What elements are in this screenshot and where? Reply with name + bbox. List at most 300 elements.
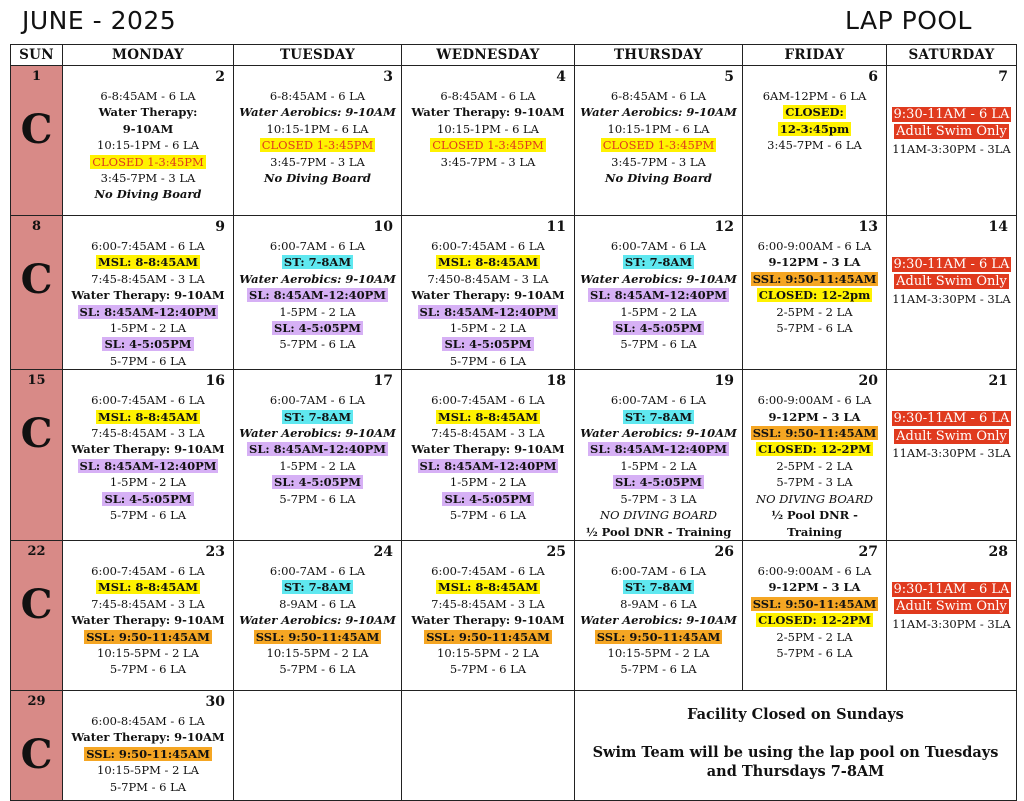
day-cell — [234, 66, 402, 216]
empty-cell — [234, 690, 402, 800]
schedule-entry — [402, 507, 574, 523]
weekday-header-monday: MONDAY — [63, 45, 234, 66]
schedule-entry-text: SL: 8:45AM-12:40PM — [79, 304, 217, 319]
day-cell — [887, 540, 1017, 690]
schedule-list — [63, 238, 233, 369]
schedule-entry — [575, 336, 742, 352]
schedule-entry — [575, 304, 742, 320]
schedule-entry — [63, 104, 233, 120]
schedule-entry — [234, 474, 401, 490]
schedule-entry-text: 5-7PM - 6 LA — [109, 353, 187, 368]
day-number: 20 — [858, 373, 878, 390]
day-number: 8 — [31, 219, 42, 234]
schedule-entry-text: 5-7PM - 6 LA — [279, 491, 356, 506]
schedule-entry-text: SL: 8:45AM-12:40PM — [249, 288, 386, 303]
day-cell — [63, 690, 234, 800]
schedule-entry — [575, 491, 742, 507]
schedule-entry — [743, 320, 886, 336]
day-cell — [234, 540, 402, 690]
schedule-list — [575, 392, 742, 540]
schedule-entry-text: 10:15-5PM - 2 LA — [97, 645, 199, 660]
schedule-entry-text: 6:00-7:45AM - 6 LA — [431, 563, 545, 578]
schedule-entry-text: 6:00-7:45AM - 6 LA — [91, 563, 205, 578]
schedule-entry-text: 6:00-7AM - 6 LA — [610, 239, 707, 253]
schedule-entry — [63, 254, 233, 270]
schedule-entry — [63, 596, 233, 612]
schedule-entry — [887, 256, 1016, 273]
schedule-entry-text: Water Therapy: 9-10AM — [71, 288, 225, 303]
day-number: 15 — [27, 373, 46, 389]
schedule-entry-text: SSL: 9:50-11:45AM — [86, 746, 210, 761]
schedule-entry-text: 6-8:45AM - 6 LA — [269, 89, 366, 103]
schedule-entry — [887, 428, 1016, 445]
schedule-entry — [402, 612, 574, 628]
schedule-entry — [575, 392, 742, 408]
day-number: 30 — [205, 693, 225, 710]
schedule-entry-text: NO DIVING BOARD — [600, 508, 717, 523]
schedule-entry-text: Water Therapy: 9-10AM — [71, 442, 225, 457]
schedule-entry-text: SL: 8:45AM-12:40PM — [249, 442, 386, 457]
day-cell — [575, 540, 743, 690]
schedule-entry-text: Water Therapy: 9-10AM — [411, 288, 565, 303]
schedule-entry-text: 6:00-7:45AM - 6 LA — [91, 393, 205, 408]
schedule-entry-text: SSL: 9:50-11:45AM — [752, 271, 877, 286]
day-cell — [887, 216, 1017, 370]
schedule-list — [234, 392, 401, 507]
schedule-entry-text: 5-7PM - 6 LA — [449, 508, 527, 523]
schedule-entry-text: 10:15-1PM - 6 LA — [437, 121, 539, 136]
weekday-header-friday: FRIDAY — [743, 45, 887, 66]
empty-cell — [402, 690, 575, 800]
sunday-cell — [11, 540, 63, 690]
schedule-entry-text: MSL: 8-8:45AM — [97, 255, 199, 270]
schedule-entry-text: CLOSED: — [785, 105, 844, 120]
schedule-entry — [887, 445, 1016, 461]
day-cell — [743, 540, 887, 690]
schedule-entry — [63, 121, 233, 137]
schedule-list — [887, 581, 1016, 632]
day-cell — [743, 66, 887, 216]
schedule-entry — [402, 304, 574, 320]
schedule-entry — [63, 507, 233, 523]
schedule-entry-text: 10:15-5PM - 2 LA — [607, 645, 710, 660]
schedule-entry — [575, 104, 742, 120]
schedule-entry — [234, 458, 401, 474]
day-number: 28 — [988, 543, 1008, 560]
schedule-entry-text: ST: 7-8AM — [283, 255, 352, 270]
schedule-entry — [63, 186, 233, 202]
schedule-entry — [743, 392, 886, 408]
schedule-entry-text: 6:00-9:00AM - 6 LA — [757, 563, 872, 578]
day-number: 1 — [31, 69, 42, 84]
schedule-entry-text: 1-5PM - 2 LA — [449, 321, 527, 336]
schedule-entry-text: SL: 4-5:05PM — [444, 491, 532, 506]
schedule-entry — [402, 425, 574, 441]
schedule-entry-text: Water Aerobics: 9-10AM — [239, 105, 396, 120]
schedule-entry — [402, 596, 574, 612]
week-row — [11, 690, 1017, 800]
week-row — [11, 540, 1017, 690]
schedule-entry-text: SL: 8:45AM-12:40PM — [590, 288, 727, 303]
schedule-entry — [402, 121, 574, 137]
schedule-entry-text: Water Aerobics: 9-10AM — [580, 426, 737, 441]
schedule-entry-text: SL: 8:45AM-12:40PM — [590, 442, 727, 457]
schedule-entry-text: 6:00-7AM - 6 LA — [269, 239, 366, 253]
schedule-entry-text: SL: 4-5:05PM — [273, 321, 362, 336]
schedule-entry-text: SL: 8:45AM-12:40PM — [419, 458, 557, 473]
schedule-entry — [575, 121, 742, 137]
schedule-entry-text: 10:15-1PM - 6 LA — [266, 121, 369, 136]
schedule-entry-text: 3:45-7PM - 3 LA — [440, 154, 536, 169]
schedule-entry — [743, 425, 886, 441]
schedule-entry-text: Adult Swim Only — [896, 428, 1007, 444]
schedule-entry — [234, 491, 401, 507]
schedule-entry — [575, 271, 742, 287]
schedule-entry — [63, 729, 233, 745]
schedule-list — [234, 88, 401, 186]
schedule-entry-text: 1-5PM - 2 LA — [279, 304, 356, 319]
day-number: 17 — [373, 373, 393, 390]
schedule-entry-text: 5-7PM - 6 LA — [449, 662, 527, 677]
schedule-entry-text: 5-7PM - 6 LA — [776, 321, 853, 336]
schedule-entry — [575, 254, 742, 270]
schedule-entry-text: 11AM-3:30PM - 3LA — [892, 616, 1011, 631]
schedule-entry — [63, 320, 233, 336]
schedule-entry-text: 8-9AM - 6 LA — [620, 596, 697, 611]
schedule-entry — [234, 612, 401, 628]
schedule-entry — [234, 271, 401, 287]
schedule-entry-text: 5-7PM - 6 LA — [449, 353, 527, 368]
facility-notes — [575, 691, 1016, 781]
schedule-entry-text: Water Aerobics: 9-10AM — [239, 271, 396, 286]
schedule-calendar — [10, 44, 1017, 801]
schedule-entry — [743, 304, 886, 320]
schedule-entry — [402, 88, 574, 104]
schedule-entry-text: 7:450-8:45AM - 3 LA — [427, 271, 549, 286]
pool-name-title: LAP POOL — [845, 6, 972, 35]
schedule-entry-text: 6:00-7:45AM - 6 LA — [431, 239, 545, 253]
day-cell — [63, 370, 234, 541]
day-number: 26 — [714, 543, 734, 560]
day-number: 14 — [988, 219, 1008, 235]
weekday-header-saturday: SATURDAY — [887, 45, 1017, 66]
schedule-entry — [887, 106, 1016, 123]
notes-cell — [575, 690, 1017, 800]
schedule-entry — [234, 320, 401, 336]
schedule-entry-text: 10:15-5PM - 2 LA — [437, 645, 539, 660]
schedule-entry — [402, 271, 574, 287]
schedule-entry — [402, 238, 574, 254]
schedule-entry-text: 5-7PM - 3 LA — [776, 475, 853, 490]
schedule-entry-text: 6:00-9:00AM - 6 LA — [757, 393, 872, 408]
schedule-entry — [575, 645, 742, 661]
day-number: 6 — [868, 69, 878, 85]
schedule-entry-text: 9:30-11AM - 6 LA — [893, 257, 1010, 272]
schedule-entry-text: MSL: 8-8:45AM — [97, 409, 199, 424]
closed-marker: C — [20, 256, 53, 303]
schedule-entry-text: SL: 8:45AM-12:40PM — [79, 458, 217, 473]
schedule-entry — [887, 291, 1016, 307]
schedule-entry — [887, 616, 1016, 632]
day-number: 29 — [27, 693, 46, 709]
day-number: 12 — [714, 219, 734, 235]
schedule-entry — [63, 154, 233, 170]
facility-note: Swim Team will be using the lap pool on Tuesdays and Thursdays 7-8AM — [592, 743, 999, 780]
schedule-entry — [402, 458, 574, 474]
schedule-entry — [63, 779, 233, 795]
schedule-entry-text: 5-7PM - 6 LA — [620, 662, 697, 677]
schedule-entry — [743, 474, 886, 490]
schedule-entry — [575, 320, 742, 336]
schedule-entry-text: SL: 4-5:05PM — [444, 337, 532, 352]
schedule-entry — [743, 104, 886, 120]
schedule-entry — [234, 304, 401, 320]
schedule-list — [743, 563, 886, 661]
day-number: 19 — [714, 373, 734, 390]
closed-marker: C — [20, 580, 53, 628]
schedule-entry-text: Water Aerobics: 9-10AM — [580, 613, 737, 628]
schedule-entry — [234, 170, 401, 186]
schedule-entry — [575, 238, 742, 254]
day-number: 16 — [205, 373, 225, 390]
schedule-entry — [234, 392, 401, 408]
schedule-entry-text: No Diving Board — [94, 187, 202, 202]
day-number: 7 — [998, 69, 1008, 85]
schedule-entry — [234, 137, 401, 153]
schedule-entry-text: 1-5PM - 2 LA — [109, 321, 187, 336]
schedule-entry — [234, 629, 401, 645]
schedule-entry — [402, 579, 574, 595]
schedule-entry-text: 10:15-5PM - 2 LA — [266, 645, 369, 660]
schedule-entry-text: 5-7PM - 6 LA — [109, 508, 187, 523]
closed-marker: C — [20, 730, 53, 778]
day-cell — [234, 216, 402, 370]
schedule-entry — [575, 287, 742, 303]
schedule-entry — [234, 596, 401, 612]
schedule-entry — [63, 353, 233, 369]
day-number: 4 — [556, 69, 566, 85]
schedule-entry-text: 7:45-8:45AM - 3 LA — [91, 271, 205, 286]
schedule-entry — [743, 137, 886, 153]
day-number: 9 — [215, 219, 225, 235]
schedule-entry — [234, 88, 401, 104]
schedule-entry-text: SL: 4-5:05PM — [273, 475, 362, 490]
schedule-entry-text: 6:00-7AM - 6 LA — [269, 563, 366, 578]
day-number: 5 — [724, 69, 734, 85]
day-cell — [887, 66, 1017, 216]
day-cell — [887, 370, 1017, 541]
weekday-header-tuesday: TUESDAY — [234, 45, 402, 66]
schedule-entry — [402, 392, 574, 408]
schedule-entry-text: No Diving Board — [605, 171, 712, 186]
schedule-entry-text: ½ Pool DNR - Training — [585, 524, 732, 539]
schedule-entry-text: Water Therapy: 9-10AM — [411, 613, 565, 628]
schedule-entry-text: 3:45-7PM - 3 LA — [270, 154, 365, 169]
schedule-entry-text: SL: 4-5:05PM — [614, 321, 703, 336]
schedule-entry-text: 10:15-1PM - 6 LA — [607, 121, 710, 136]
schedule-entry-text: 2-5PM - 2 LA — [776, 304, 853, 319]
schedule-entry — [743, 271, 886, 287]
schedule-entry — [63, 612, 233, 628]
schedule-entry — [575, 137, 742, 153]
schedule-entry — [575, 507, 742, 523]
schedule-list — [743, 238, 886, 336]
day-cell — [63, 216, 234, 370]
closed-marker: C — [20, 106, 53, 153]
schedule-entry — [63, 425, 233, 441]
schedule-entry — [234, 661, 401, 677]
schedule-entry-text: 7:45-8:45AM - 3 LA — [431, 426, 545, 441]
schedule-entry — [575, 154, 742, 170]
schedule-entry — [743, 409, 886, 425]
schedule-entry-text: SL: 4-5:05PM — [614, 475, 703, 490]
schedule-entry-text: 5-7PM - 6 LA — [620, 337, 697, 352]
schedule-entry — [402, 320, 574, 336]
sunday-cell — [11, 66, 63, 216]
schedule-entry-text: 3:45-7PM - 3 LA — [611, 154, 706, 169]
schedule-entry — [63, 713, 233, 729]
schedule-entry-text: ½ Pool DNR - — [771, 508, 858, 523]
day-cell — [402, 370, 575, 541]
schedule-entry — [402, 563, 574, 579]
schedule-entry-text: 1-5PM - 2 LA — [449, 475, 527, 490]
schedule-entry-text: 6:00-7AM - 6 LA — [269, 393, 366, 408]
schedule-entry — [234, 254, 401, 270]
schedule-entry — [63, 336, 233, 352]
schedule-entry — [234, 645, 401, 661]
schedule-entry — [63, 137, 233, 153]
schedule-entry — [743, 579, 886, 595]
day-number: 25 — [546, 543, 566, 560]
schedule-entry-text: 6:00-8:45AM - 6 LA — [91, 713, 205, 728]
schedule-entry — [575, 441, 742, 457]
schedule-entry — [234, 425, 401, 441]
schedule-entry — [63, 287, 233, 303]
day-cell — [575, 216, 743, 370]
sunday-cell — [11, 216, 63, 370]
schedule-entry — [63, 474, 233, 490]
day-number: 27 — [858, 543, 878, 560]
schedule-entry-text: CLOSED: 12-2PM — [758, 442, 871, 457]
week-row — [11, 370, 1017, 541]
schedule-entry — [743, 612, 886, 628]
schedule-entry — [575, 524, 742, 540]
schedule-list — [402, 563, 574, 678]
schedule-entry — [402, 104, 574, 120]
schedule-list — [575, 238, 742, 353]
day-number: 22 — [27, 543, 46, 559]
schedule-entry — [575, 170, 742, 186]
schedule-entry-text: 11AM-3:30PM - 3LA — [892, 141, 1011, 156]
sunday-cell — [11, 690, 63, 800]
schedule-entry-text: 9-12PM - 3 LA — [768, 255, 861, 270]
schedule-entry-text: ST: 7-8AM — [624, 580, 693, 595]
schedule-entry — [575, 596, 742, 612]
schedule-entry-text: CLOSED: 12-2PM — [758, 613, 871, 628]
schedule-entry-text: 6:00-7:45AM - 6 LA — [431, 393, 545, 408]
schedule-list — [887, 106, 1016, 157]
schedule-entry-text: 1-5PM - 2 LA — [620, 458, 697, 473]
schedule-entry-text: MSL: 8-8:45AM — [437, 580, 539, 595]
schedule-entry-text: 1-5PM - 2 LA — [109, 475, 187, 490]
schedule-entry — [743, 596, 886, 612]
schedule-entry-text: 6:00-9:00AM - 6 LA — [757, 239, 872, 253]
day-cell — [63, 540, 234, 690]
schedule-entry — [402, 154, 574, 170]
schedule-entry-text: Water Aerobics: 9-10AM — [239, 426, 396, 441]
schedule-entry — [63, 88, 233, 104]
schedule-entry — [402, 287, 574, 303]
schedule-entry — [743, 254, 886, 270]
schedule-entry-text: CLOSED 1-3:45PM — [602, 138, 715, 153]
schedule-entry — [63, 629, 233, 645]
schedule-entry — [63, 170, 233, 186]
schedule-list — [402, 88, 574, 170]
schedule-entry — [234, 238, 401, 254]
schedule-entry — [743, 629, 886, 645]
schedule-entry — [575, 409, 742, 425]
weekday-header-sun: SUN — [11, 45, 63, 66]
schedule-entry-text: SL: 8:45AM-12:40PM — [419, 304, 557, 319]
schedule-entry — [63, 579, 233, 595]
schedule-entry — [63, 746, 233, 762]
schedule-entry — [63, 762, 233, 778]
schedule-entry — [575, 612, 742, 628]
schedule-entry — [402, 441, 574, 457]
schedule-entry-text: 5-7PM - 6 LA — [109, 779, 187, 794]
schedule-entry-text: 5-7PM - 6 LA — [776, 645, 853, 660]
day-number: 23 — [205, 543, 225, 560]
schedule-entry — [234, 104, 401, 120]
schedule-entry-text: 6-8:45AM - 6 LA — [440, 89, 536, 103]
schedule-entry — [402, 474, 574, 490]
schedule-entry-text: 3:45-7PM - 6 LA — [767, 138, 862, 153]
schedule-entry — [234, 287, 401, 303]
schedule-entry-text: Water Therapy: 9-10AM — [411, 442, 565, 457]
sunday-cell — [11, 370, 63, 541]
schedule-entry — [887, 598, 1016, 615]
schedule-entry-text: Training — [787, 524, 842, 539]
day-cell — [743, 216, 887, 370]
closed-marker: C — [20, 410, 53, 458]
schedule-entry — [63, 392, 233, 408]
schedule-list — [575, 563, 742, 678]
schedule-entry — [743, 458, 886, 474]
schedule-entry — [402, 353, 574, 369]
schedule-entry-text: 9:30-11AM - 6 LA — [893, 411, 1010, 427]
schedule-entry-text: 9-12PM - 3 LA — [768, 580, 861, 595]
schedule-entry-text: SL: 4-5:05PM — [104, 491, 192, 506]
schedule-entry-text: 9:30-11AM - 6 LA — [893, 107, 1010, 122]
schedule-entry — [887, 581, 1016, 598]
day-cell — [402, 216, 575, 370]
day-cell — [63, 66, 234, 216]
schedule-entry-text: SSL: 9:50-11:45AM — [86, 629, 210, 644]
schedule-entry-text: Water Aerobics: 9-10AM — [580, 271, 737, 286]
week-row — [11, 66, 1017, 216]
schedule-entry — [63, 645, 233, 661]
schedule-entry-text: 11AM-3:30PM - 3LA — [892, 291, 1011, 306]
schedule-entry — [887, 273, 1016, 290]
schedule-entry-text: Adult Swim Only — [896, 124, 1007, 140]
schedule-entry — [575, 579, 742, 595]
schedule-entry-text: Water Therapy: — [98, 105, 198, 120]
schedule-entry-text: Adult Swim Only — [896, 274, 1007, 290]
schedule-entry — [63, 271, 233, 287]
schedule-entry-text: SSL: 9:50-11:45AM — [752, 426, 877, 441]
day-number: 18 — [546, 373, 566, 390]
schedule-entry — [63, 441, 233, 457]
